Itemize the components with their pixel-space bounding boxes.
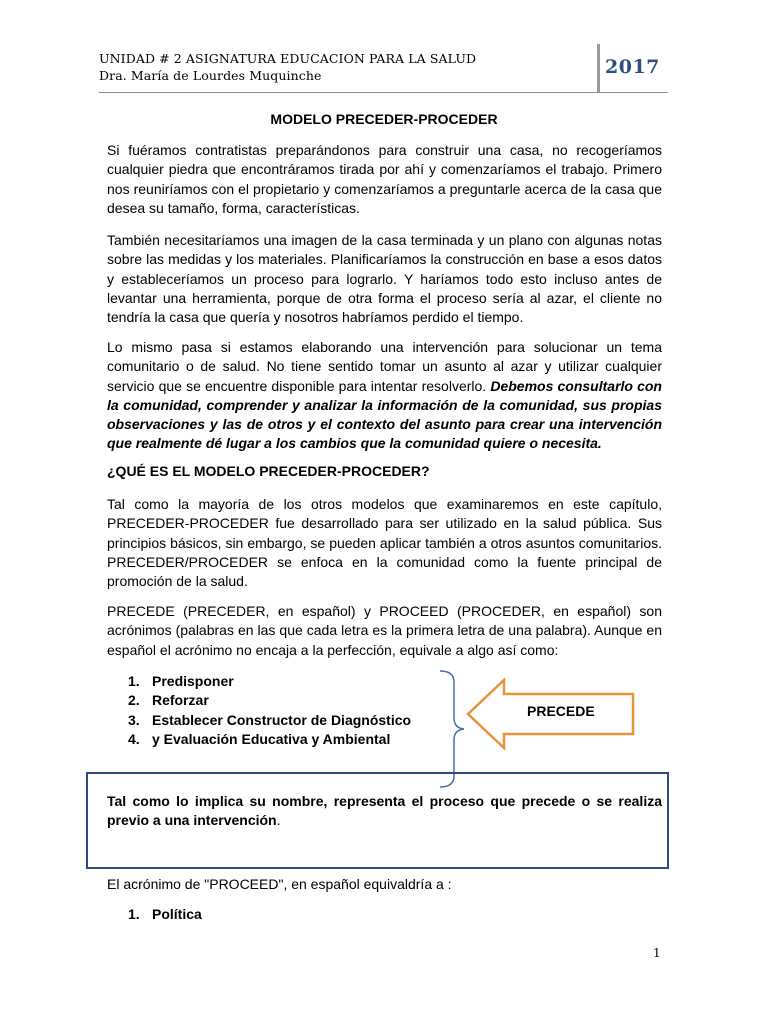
header-author: Dra. María de Lourdes Muquinche — [99, 68, 322, 83]
list-item — [128, 691, 411, 710]
list-item-text: y Evaluación Educativa y Ambiental — [152, 730, 391, 747]
list-item-number: 1. — [128, 673, 140, 689]
list-item — [128, 730, 411, 749]
page-header — [99, 50, 597, 84]
paragraph-2: También necesitaríamos una imagen de la casa terminada y un plano con algunas notas sobre las medidas y los materiales. Planificaríamos la construcción en base a esos datos y estableceríamos un proceso para lograrlo. Y haríamos todo esto incluso antes de levantar una herramienta, porque de otra forma el proceso sería al azar, el cliente no tendría la casa que quería y nosotros habríamos perdido el tiempo. — [107, 232, 662, 326]
list-item-text: Predisponer — [152, 673, 234, 689]
list-item-text: Política — [152, 906, 202, 922]
proceed-intro: El acrónimo de "PROCEED", en español equivaldría a : — [107, 876, 452, 892]
list-item — [128, 672, 411, 691]
arrow-label: PRECEDE — [527, 703, 595, 719]
list-item-number: 4. — [128, 730, 140, 747]
header-course-title: UNIDAD # 2 ASIGNATURA EDUCACION PARA LA SALUD — [99, 51, 477, 66]
proceed-list — [128, 906, 202, 922]
paragraph-5: PRECEDE (PRECEDER, en español) y PROCEED (PROCEDER, en español) son acrónimos (palabras en las que cada letra es la primera letra de una palabra). Aunque en español el acrónimo no encaja a la perfección, equivale a algo así como: — [107, 603, 662, 658]
paragraph-1: Si fuéramos contratistas preparándonos para construir una casa, no recogeríamos cualquier piedra que encontráramos tirada por ahí y comenzaríamos el trabajo. Primero nos reuniríamos con el propietario y comenzaríamos a preguntarle acerca de la casa que desea su tamaño, forma, características. — [107, 142, 662, 216]
highlight-box-text — [107, 792, 662, 831]
list-item-text: Establecer Constructor de Diagnóstico — [152, 711, 412, 728]
page-number: 1 — [653, 946, 661, 960]
paragraph-3-emphasis: Debemos consultarlo con la comunidad, comprender y analizar la información de la comunidad, sus propias observaciones y las de otros y el contexto del asunto para crear una intervención que realmente dé lugar a los cambios que la comunidad quiere o necesita. — [107, 377, 662, 452]
paragraph-4: Tal como la mayoría de los otros modelos que examinaremos en este capítulo, PRECEDER-PROCEDER fue desarrollado para ser utilizado en la salud pública. Sus principios básicos, sin embargo, se pueden aplicar también a otros asuntos comunitarios. PRECEDER/PROCEDER se enfoca en la comunidad como la fuente principal de promoción de la salud. — [107, 496, 662, 590]
list-item — [128, 711, 411, 730]
precede-list — [128, 672, 411, 749]
header-divider — [597, 44, 600, 92]
list-item-number: 1. — [128, 906, 140, 922]
document-title: MODELO PRECEDER-PROCEDER — [270, 111, 498, 127]
paragraph-3-text: Lo mismo pasa si estamos elaborando una intervención para solucionar un tema comunitario o de salud. No tiene sentido tomar un asunto al azar y utilizar cualquier servicio que se encuentre disponible para intentar resolverlo. — [107, 339, 662, 394]
highlight-box-tail: . — [276, 812, 281, 829]
section-heading: ¿QUÉ ES EL MODELO PRECEDER-PROCEDER? — [107, 463, 430, 479]
list-item-number: 2. — [128, 692, 140, 709]
list-item-text: Reforzar — [152, 692, 209, 709]
highlight-box-bold: Tal como lo implica su nombre, representa el proceso que precede o se realiza previo a una intervención — [107, 793, 662, 829]
header-rule — [99, 92, 668, 93]
list-item-number: 3. — [128, 711, 140, 728]
header-year: 2017 — [605, 56, 660, 78]
paragraph-3 — [107, 338, 662, 454]
